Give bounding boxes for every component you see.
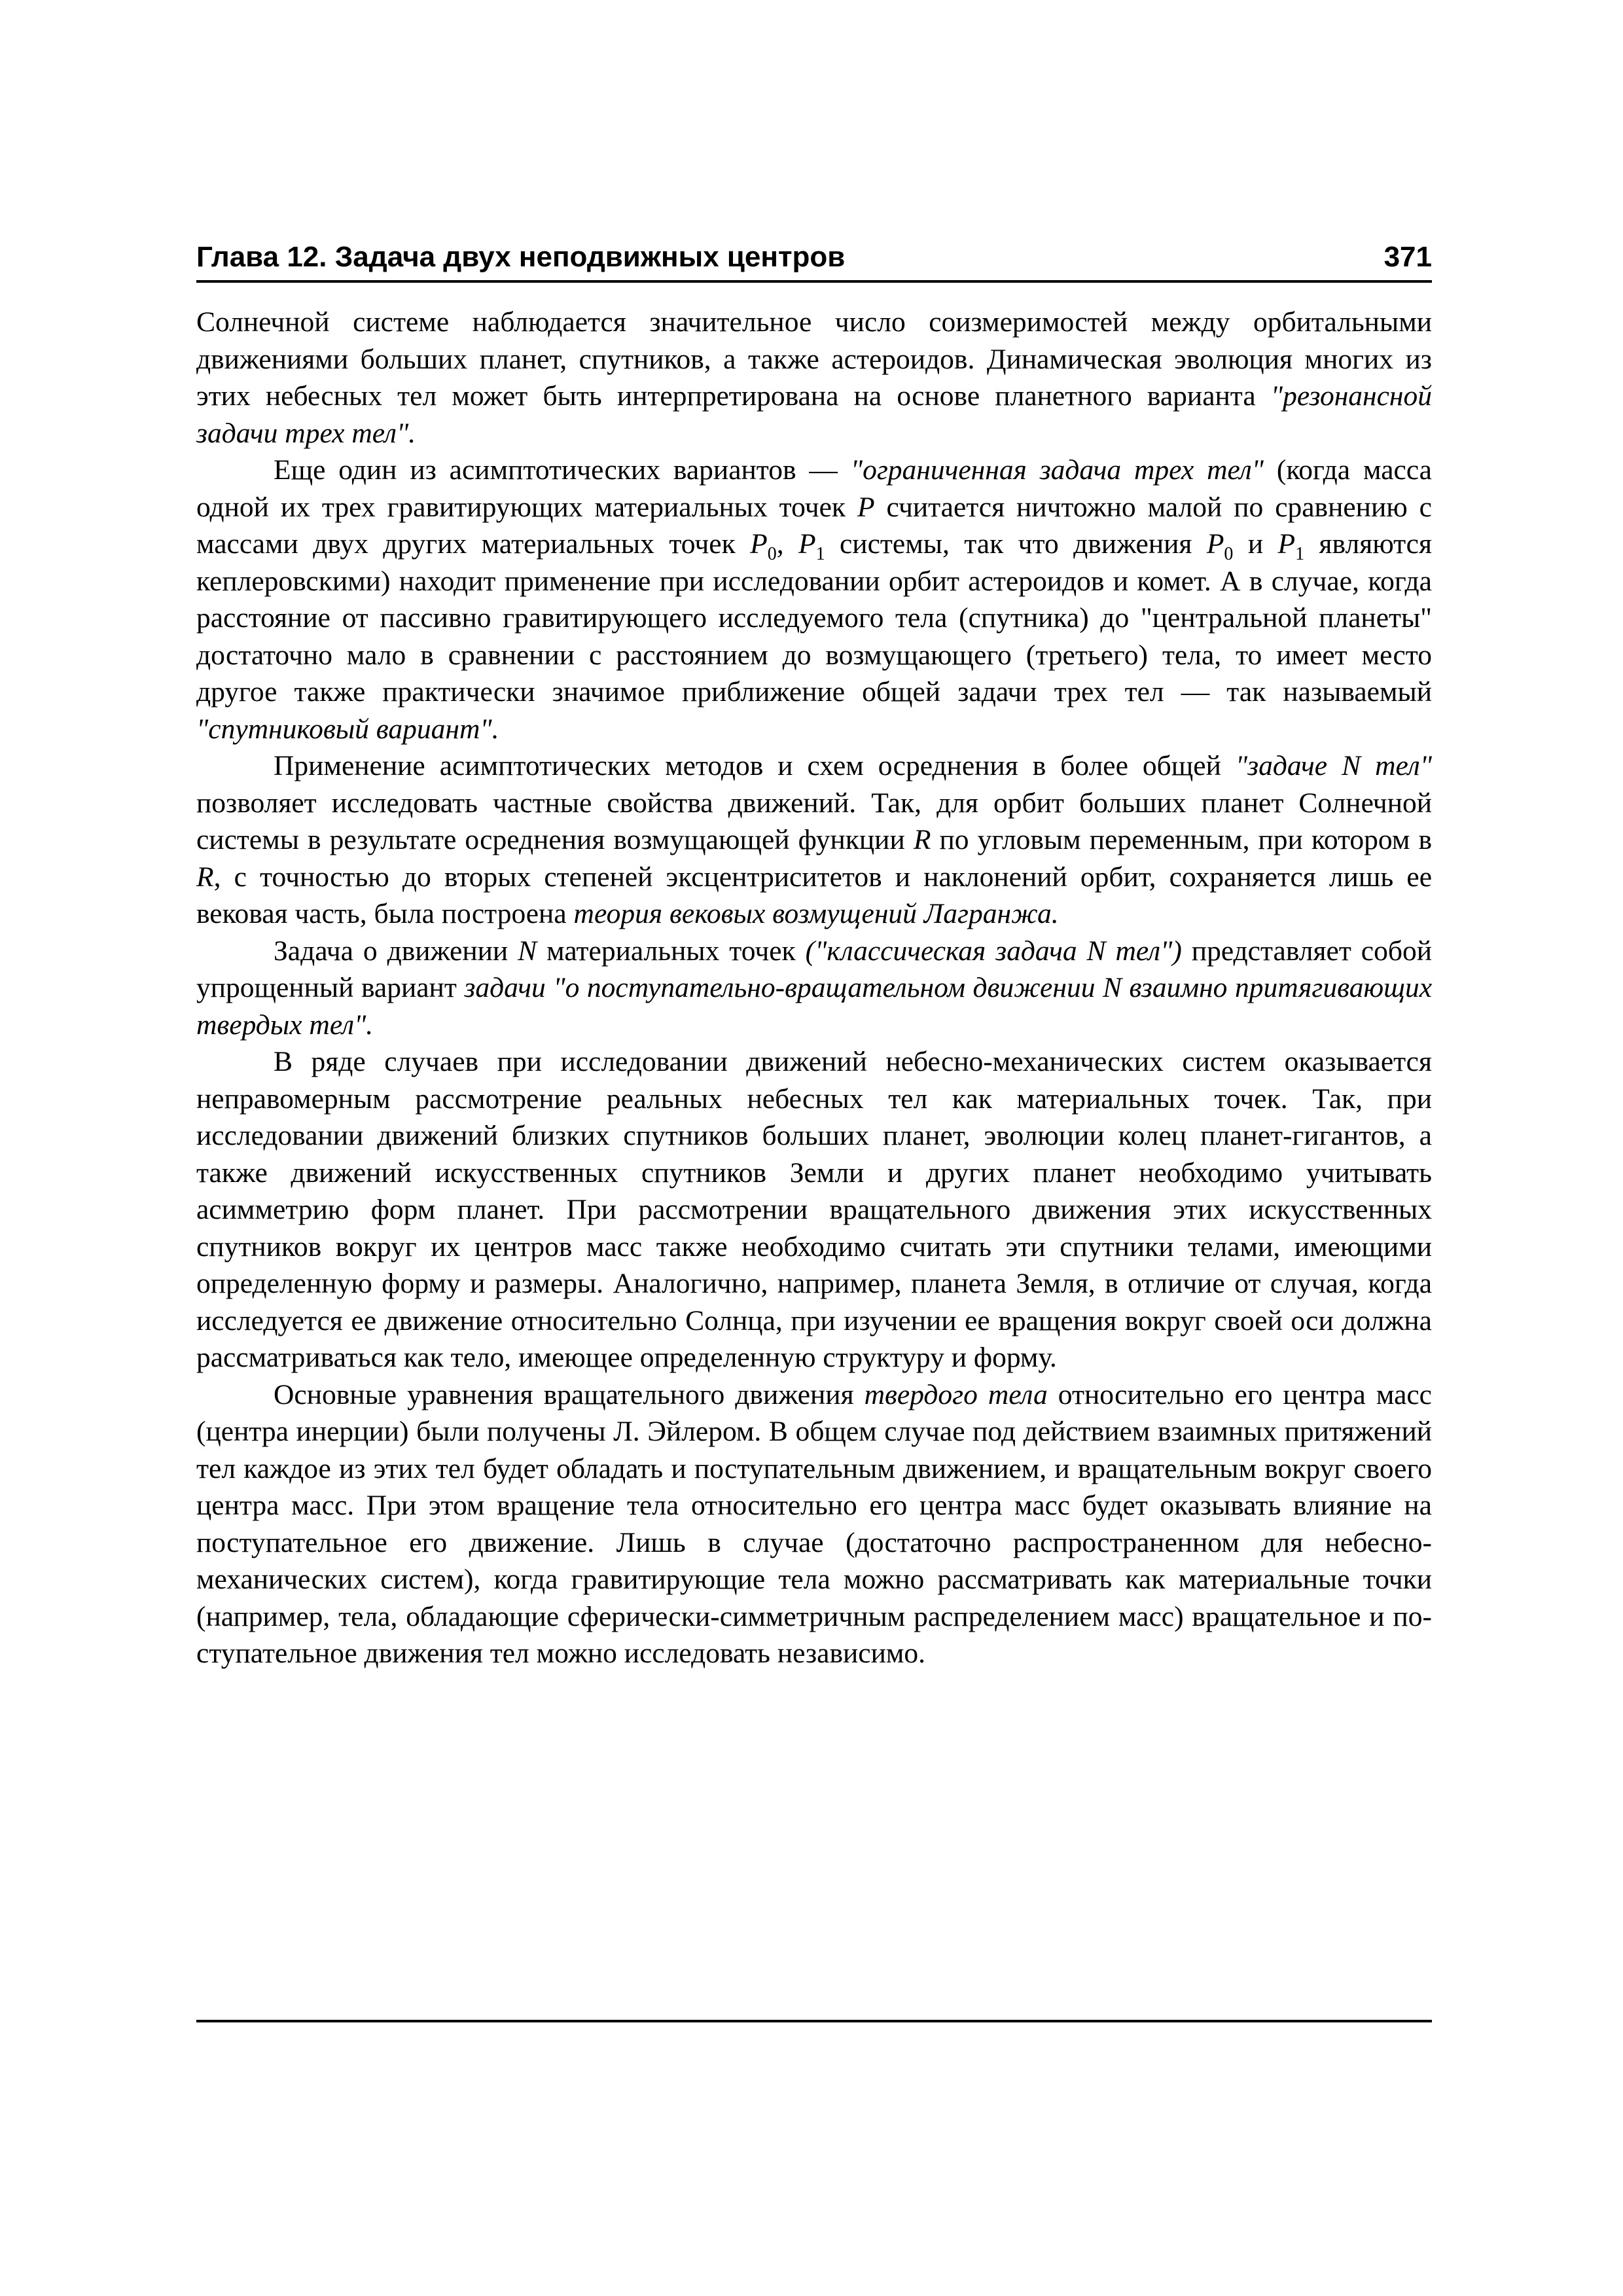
running-head bbox=[196, 234, 1432, 283]
paragraph bbox=[196, 1043, 1432, 1376]
text-run: , с точностью до вторых степеней эксцентриситетов и наклонений орбит, сохраняется лишь ее вековая часть, была построена bbox=[196, 861, 1432, 929]
text-run: системы, так что движения bbox=[825, 528, 1207, 560]
italic-run: "спутниковый вариант". bbox=[196, 713, 499, 745]
paragraph bbox=[196, 933, 1432, 1044]
text-run: Применение асимптотических методов и схем осреднения в более общей bbox=[274, 750, 1236, 781]
italic-run: P bbox=[798, 528, 816, 560]
subscript: 0 bbox=[1224, 544, 1234, 564]
paragraph bbox=[196, 747, 1432, 933]
italic-run: ("классическая задача N тел") bbox=[805, 935, 1182, 967]
italic-run: теория вековых возмущений Лагранжа. bbox=[573, 898, 1059, 929]
italic-run: R bbox=[196, 861, 214, 893]
italic-run: твердого тела bbox=[864, 1378, 1048, 1410]
paragraph bbox=[196, 452, 1432, 747]
italic-run: P bbox=[857, 491, 875, 523]
body-text bbox=[196, 304, 1432, 1672]
italic-run: R bbox=[913, 824, 931, 855]
subscript: 0 bbox=[767, 544, 777, 564]
text-run: относительно его центра масс (центра инерции) были получены Л. Эйлером. В общем случае под действием взаимных притяжений тел каждое из этих тел будет обладать и поступательным движением, и вращательным вокруг своего центра масс. При этом вращение тела относительно его центра масс будет оказывать влияние на поступательное его движение. Лишь в случае (достаточно распространенном для небесно-механических систем), когда гравитирующие тела можно рассматривать как материальные точки (например, тела, обладающие сферически-симметричным распределением масс) вращательное и поступательное движения тел можно исследовать независимо. bbox=[196, 1378, 1432, 1669]
text-run: являются кеплеровскими) находит применение при исследовании орбит астероидов и комет. А в случае, когда расстояние от пассивно гравитирующего исследуемого тела (спутника) до "центральной планеты" достаточно мало в сравнении с расстоянием до возмущающего (третьего) тела, то имеет место другое также практически значимое приближение общей задачи трех тел — так называемый bbox=[196, 528, 1432, 708]
chapter-title: Глава 12. Задача двух неподвижных центров bbox=[196, 241, 846, 273]
text-run: по угловым переменным, при котором в bbox=[931, 824, 1432, 855]
italic-run: P bbox=[1206, 528, 1224, 560]
text-run: представляет собой упрощенный вариант bbox=[196, 935, 1432, 1003]
text-run: , bbox=[776, 528, 798, 560]
text-run: Основные уравнения вращательного движения bbox=[274, 1378, 865, 1410]
subscript: 1 bbox=[815, 544, 825, 564]
italic-run: P bbox=[1277, 528, 1296, 560]
subscript: 1 bbox=[1295, 544, 1305, 564]
italic-run: P bbox=[750, 528, 768, 560]
text-run: Еще один из асимптотических вариантов — bbox=[274, 454, 851, 486]
footer-rule bbox=[196, 2020, 1432, 2022]
text-run: Задача о движении bbox=[274, 935, 518, 967]
text-run: считается ничтожно малой по сравнению с массами двух других материальных точек bbox=[196, 491, 1432, 560]
paragraph bbox=[196, 1376, 1432, 1672]
italic-run: "ограниченная задача трех тел" bbox=[850, 454, 1264, 486]
italic-run: N bbox=[518, 935, 537, 967]
page-number: 371 bbox=[1383, 241, 1432, 273]
text-run: и bbox=[1233, 528, 1278, 560]
paragraph bbox=[196, 304, 1432, 452]
text-run: (когда масса одной их трех гравитирующих материальных точек bbox=[196, 454, 1432, 523]
text-run: материальных точек bbox=[537, 935, 806, 967]
italic-run: "резонансной задачи трех тел". bbox=[196, 380, 1432, 449]
text-run: Солнечной системе наблюдается значительное число соизмеримостей между орбитальными движениями больших планет, спутников, а также астероидов. Динамическая эволюция многих из этих небесных тел может быть интерпретирована на основе планетного варианта bbox=[196, 306, 1432, 412]
italic-run: "задаче N тел" bbox=[1235, 750, 1432, 781]
text-run: В ряде случаев при исследовании движений небесно-механических систем оказывается неправомерным рассмотрение реальных небесных тел как материальных точек. Так, при исследовании движений близких спутников больших планет, эволюции колец планет-гигантов, а также движений искусственных спутников Земли и других планет необходимо учитывать асимметрию форм планет. При рассмотрении вращательного движения этих искусственных спутников вокруг их центров масс также необходимо считать эти спутники телами, имеющими определенную форму и размеры. Аналогично, например, планета Земля, в отличие от случая, когда исследуется ее движение относительно Солнца, при изучении ее вращения вокруг своей оси должна рассматриваться как тело, имеющее определенную структуру и форму. bbox=[196, 1046, 1432, 1373]
italic-run: задачи "о поступательно-вращательном движении N взаимно притягивающих твердых тел". bbox=[196, 972, 1433, 1041]
text-run: позволяет исследовать частные свойства движений. Так, для орбит больших планет Солнечной системы в результате осреднения возмущающей функции bbox=[196, 787, 1432, 855]
